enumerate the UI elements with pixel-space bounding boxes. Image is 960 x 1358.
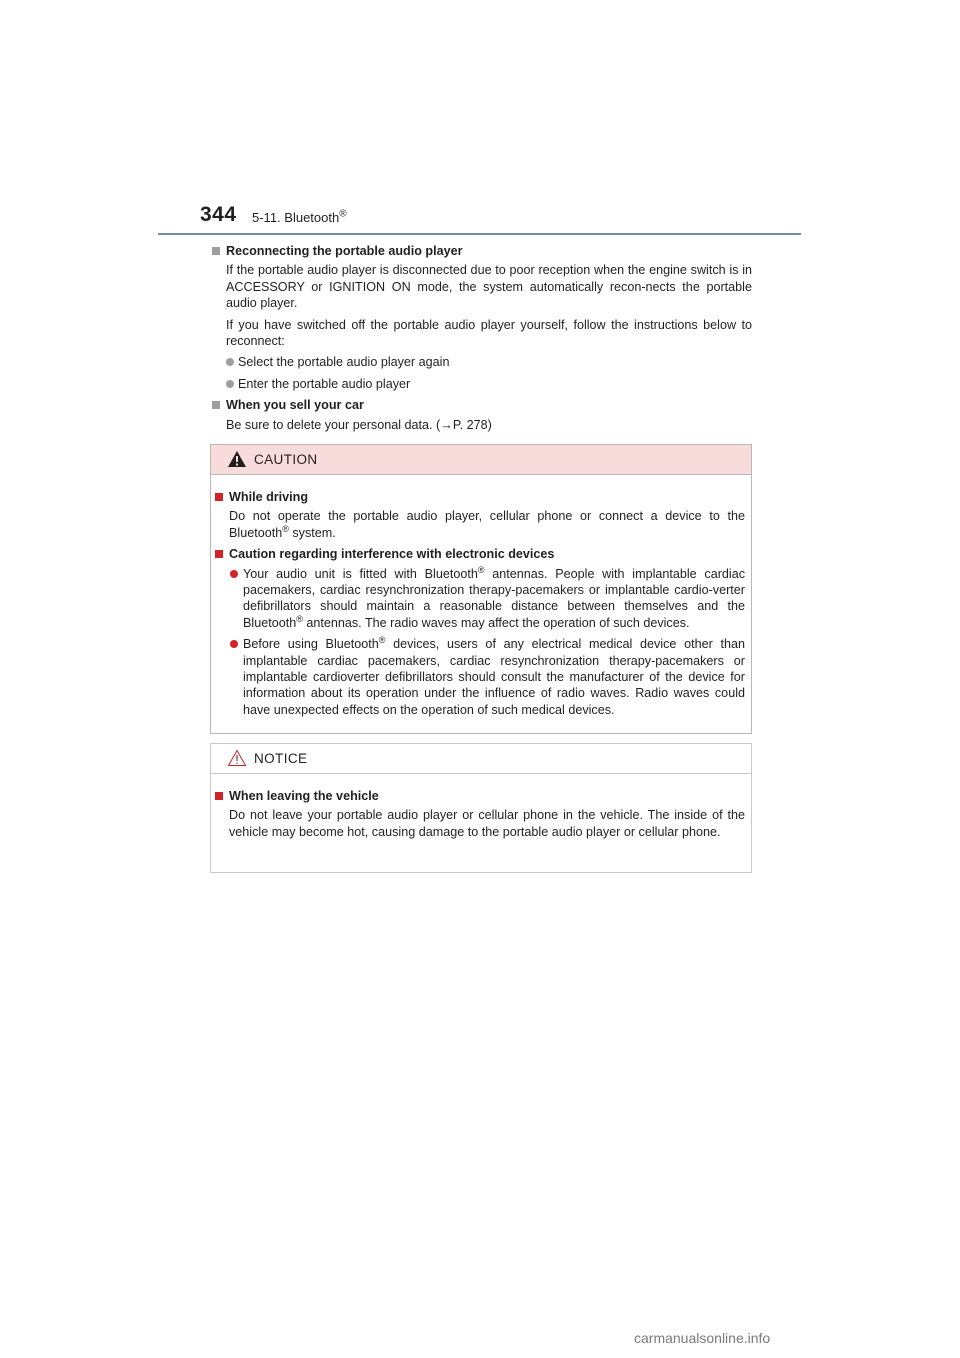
while-driving-text: [215, 508, 745, 541]
sell-car-text: Be sure to delete your personal data. (→P. 278): [226, 417, 492, 432]
caution-body: [211, 475, 751, 718]
notice-label: NOTICE: [254, 751, 308, 766]
notice-header: [211, 744, 751, 774]
list-item-text: Select the portable audio player again: [238, 355, 450, 370]
heading-reconnecting-text: Reconnecting the portable audio player: [226, 244, 463, 258]
heading-leaving-vehicle: [215, 788, 745, 804]
warning-triangle-icon: [227, 450, 247, 468]
list-item: [212, 376, 752, 392]
interference-bullet-2-a: Before using Bluetooth: [243, 637, 379, 652]
heading-interference-text: Caution regarding interference with electronic devices: [229, 547, 555, 562]
list-item: [212, 354, 752, 370]
caution-box: [210, 444, 752, 734]
while-driving-text-b: system.: [288, 525, 336, 540]
round-bullet-icon: [226, 358, 234, 366]
square-bullet-icon: [212, 401, 220, 409]
heading-leaving-vehicle-text: When leaving the vehicle: [229, 789, 379, 803]
main-content: [212, 243, 752, 438]
round-bullet-icon: [230, 640, 238, 648]
heading-sell-car: [212, 397, 752, 413]
heading-sell-car-text: When you sell your car: [226, 398, 364, 413]
interference-bullet-1-a: Your audio unit is fitted with Bluetooth: [243, 566, 478, 581]
header-rule: [158, 233, 801, 235]
list-item-text: Enter the portable audio player: [238, 376, 411, 391]
page-number: 344: [200, 203, 237, 226]
heading-while-driving: [215, 489, 745, 505]
page-header: [200, 203, 800, 233]
notice-box: [210, 743, 752, 873]
heading-while-driving-text: While driving: [229, 490, 309, 504]
round-bullet-icon: [226, 380, 234, 388]
leaving-vehicle-text: Do not leave your portable audio player or cellular phone in the vehicle. The inside of the vehicle may become hot, causing damage to the portable audio player or cellular phone.: [229, 808, 745, 839]
registered-mark: ®: [339, 208, 347, 220]
heading-interference: [215, 546, 745, 562]
registered-mark: ®: [282, 523, 289, 534]
registered-mark: ®: [477, 564, 485, 575]
reconnect-paragraph-1: If the portable audio player is disconnected due to poor reception when the engine switch is in ACCESSORY or IGNITION ON mode, the system automatically recon-nects the portable audio player.: [226, 263, 752, 311]
interference-bullet-1-b: antennas. People with implantable cardiac pacemakers, cardiac resynchronization therapy-pacemakers or implantable cardio-verter defibrillators should maintain a reasonable distance between themselves and the Bluetooth: [243, 566, 745, 630]
section-title: [252, 210, 347, 225]
reconnect-paragraph-2: If you have switched off the portable audio player yourself, follow the instructions below to reconnect:: [226, 317, 752, 349]
round-bullet-icon: [230, 570, 238, 578]
notice-triangle-icon: [227, 749, 247, 767]
registered-mark: ®: [378, 635, 386, 646]
notice-body: [211, 774, 751, 840]
list-item: [215, 636, 745, 718]
list-item: [215, 566, 745, 632]
section-title-text: 5-11. Bluetooth: [252, 210, 340, 225]
watermark: carmanualsonline.info: [634, 1330, 771, 1346]
square-bullet-icon: [215, 550, 223, 558]
while-driving-text-a: Do not operate the portable audio player, cellular phone or connect a device to the Bluetooth: [229, 509, 745, 540]
square-bullet-icon: [212, 247, 220, 255]
square-bullet-icon: [215, 792, 223, 800]
registered-mark: ®: [296, 613, 303, 624]
caution-label: CAUTION: [254, 452, 318, 467]
interference-bullet-2-b: devices, users of any electrical medical device other than implantable cardiac pacemakers, cardiac resynchronization therapy-pacemakers or implantable cardioverter defibrillators should consult the manufacturer of the device for information about its operation under the influence of radio waves. Radio waves could have unexpected effects on the operation of such medical devices.: [243, 637, 745, 717]
heading-reconnecting: [212, 243, 752, 259]
caution-header: [211, 445, 751, 475]
square-bullet-icon: [215, 493, 223, 501]
interference-bullet-1-c: antennas. The radio waves may affect the operation of such devices.: [302, 615, 690, 630]
